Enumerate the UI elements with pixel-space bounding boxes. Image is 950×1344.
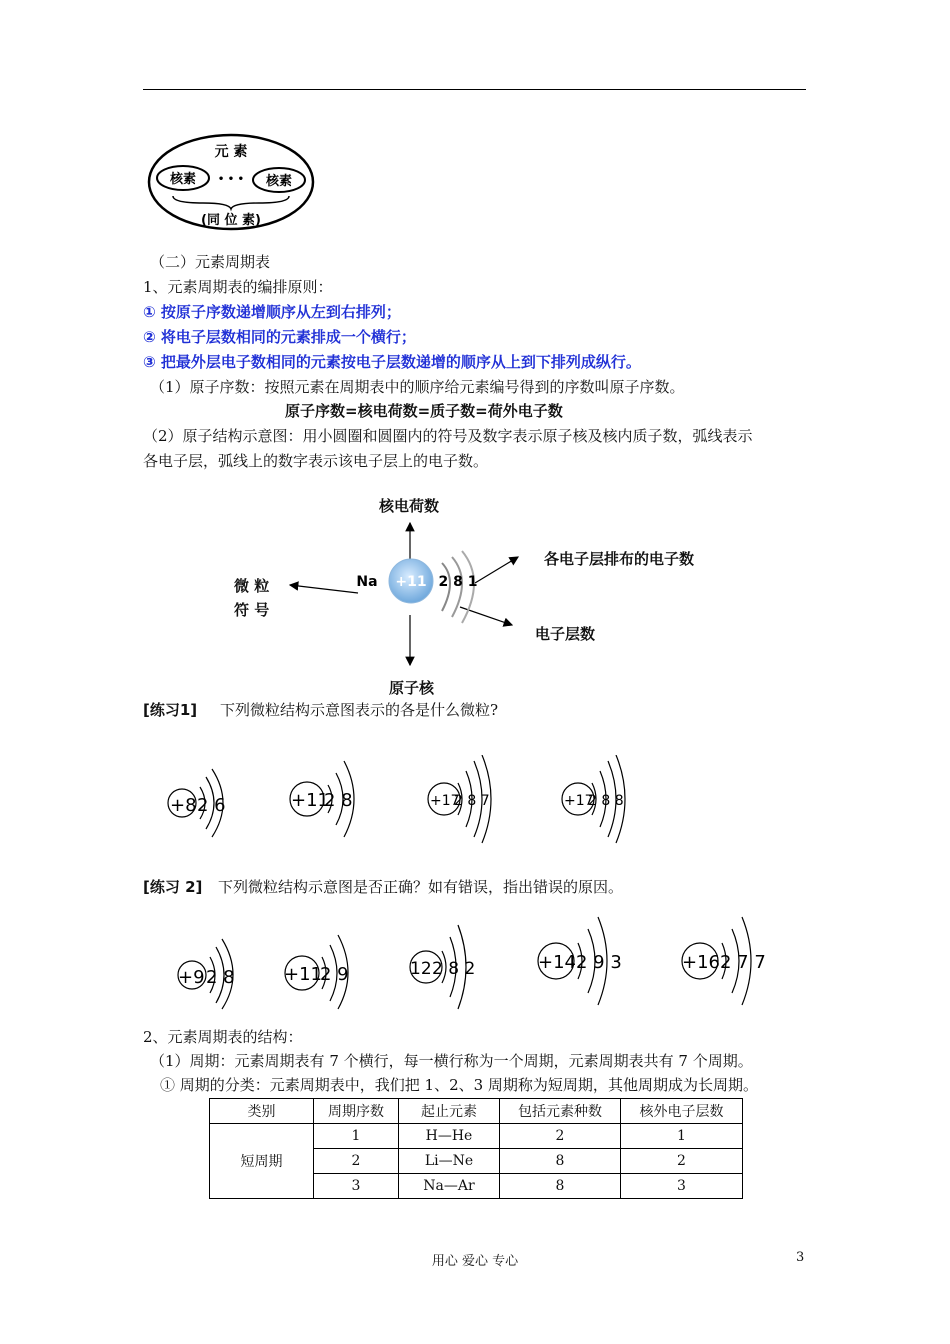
table-cell: 3 (621, 1174, 743, 1199)
exercise2-particle-1 (178, 939, 235, 1009)
exercise2-text: 下列微粒结构示意图是否正确？如有错误，指出错误的原因。 (218, 878, 624, 896)
particle-charge: +14 (538, 952, 576, 973)
table-cell: 1 (621, 1124, 743, 1149)
structure-diagram-text-2: 各电子层，弧线上的数字表示该电子层上的电子数。 (143, 452, 489, 470)
table-cell: 3 (314, 1174, 399, 1199)
page-number: 3 (796, 1250, 805, 1265)
particle-charge: +16 (682, 952, 720, 973)
atomic-number-definition: （1）原子序数：按照元素在周期表中的顺序给元素编号得到的序数叫原子序数。 (150, 378, 685, 396)
table-cell: 2 (621, 1149, 743, 1174)
section-heading: （二）元素周期表 (150, 253, 271, 271)
exercise2-particle-4 (538, 917, 622, 1005)
particle-shells: 2 8 (206, 967, 235, 988)
table-cell: 2 (500, 1124, 621, 1149)
label-electron-layers: 电子层数 (535, 625, 596, 643)
exercise1-diagrams (160, 755, 680, 850)
table-cell: 2 (314, 1149, 399, 1174)
exercise2-particle-5 (682, 917, 766, 1005)
particle-charge: +9 (178, 967, 205, 988)
isotope-diagram (143, 130, 323, 235)
exercise1-particle-1 (168, 769, 226, 837)
table-header: 类别 (210, 1099, 314, 1124)
particle-shells: 2 8 8 (588, 793, 624, 809)
particle-shells: 2 8 7 (454, 793, 490, 809)
particle-shells: 2 8 (324, 790, 353, 811)
atomic-number-formula: 原子序数=核电荷数=质子数=荷外电子数 (285, 402, 563, 420)
footer-motto: 用心 爱心 专心 (431, 1254, 519, 1269)
table-header-row (210, 1099, 743, 1124)
arrow-upright (475, 557, 518, 583)
arrow-left (290, 585, 358, 593)
table-cell: 8 (500, 1149, 621, 1174)
principle-2: ② 将电子层数相同的元素排成一个横行； (143, 328, 416, 346)
principle-1: ① 按原子序数递增顺序从左到右排列； (143, 303, 401, 321)
exercise1-label: [练习1] (143, 701, 198, 719)
exercise1-text: 下列微粒结构示意图表示的各是什么微粒? (220, 701, 499, 719)
period-description: （1）周期：元素周期表有 7 个横行，每一横行称为一个周期，元素周期表共有 7 个周期。 (150, 1052, 753, 1070)
table-cell: 1 (314, 1124, 399, 1149)
nuclide-left-label: 核素 (169, 172, 197, 187)
header-rule (143, 89, 806, 90)
na-shells: 2 8 1 (438, 574, 478, 590)
table-cell: Na—Ar (399, 1174, 500, 1199)
particle-charge: 12 (410, 959, 432, 979)
particle-charge: +17 (430, 793, 460, 809)
particle-shells: 2 9 (320, 964, 349, 985)
principle-3: ③ 把最外层电子数相同的元素按电子层数递增的顺序从上到下排列成纵行。 (143, 353, 641, 371)
structure-diagram-text-1: （2）原子结构示意图：用小圆圈和圆圈内的符号及数字表示原子核及核内质子数，弧线表示 (143, 427, 753, 445)
element-label: 元 素 (214, 144, 248, 160)
exercise2-particle-2 (284, 935, 349, 1009)
brace (173, 196, 289, 209)
na-nucleus-charge: +11 (395, 574, 427, 590)
table-cell: Li—Ne (399, 1149, 500, 1174)
particle-charge: +11 (291, 790, 329, 811)
particle-charge: +11 (284, 964, 322, 985)
table-category: 短周期 (210, 1124, 314, 1199)
table-header: 周期序数 (314, 1099, 399, 1124)
particle-shells: 2 6 (197, 795, 226, 816)
exercise1-particle-3 (428, 755, 491, 843)
label-particle-symbol-2: 符 号 (234, 601, 270, 619)
isotope-label: (同 位 素) (201, 213, 261, 228)
period-table (209, 1098, 743, 1199)
label-nucleus: 原子核 (389, 679, 435, 697)
particle-charge: +8 (170, 795, 197, 816)
table-cell: H—He (399, 1124, 500, 1149)
structure-title: 2、元素周期表的结构： (143, 1028, 303, 1046)
table-header: 起止元素 (399, 1099, 500, 1124)
particle-charge: +17 (564, 793, 594, 809)
exercise2-particle-3 (410, 925, 475, 1009)
label-nuclear-charge: 核电荷数 (379, 497, 440, 515)
table-cell: 8 (500, 1174, 621, 1199)
table-header: 核外电子层数 (621, 1099, 743, 1124)
period-classification: ① 周期的分类：元素周期表中，我们把 1、2、3 周期称为短周期，其他周期成为长周期。 (160, 1076, 758, 1094)
particle-shells: 2 7 7 (720, 952, 766, 973)
table-header: 包括元素种数 (500, 1099, 621, 1124)
ellipsis-label: • • • (217, 174, 245, 185)
table-row (210, 1124, 743, 1149)
exercise2-diagrams (170, 905, 780, 1010)
nuclide-right-label: 核素 (265, 174, 293, 189)
exercise1-particle-2 (290, 761, 354, 837)
principles-title: 1、元素周期表的编排原则： (143, 278, 333, 296)
na-atom-diagram (280, 515, 540, 675)
particle-shells: 2 9 3 (576, 952, 622, 973)
particle-shells: 2 8 2 (432, 959, 476, 979)
label-particle-symbol-1: 微 粒 (234, 577, 270, 595)
na-symbol: Na (356, 574, 378, 590)
exercise2-label: [练习 2] (143, 878, 203, 896)
label-shell-electrons: 各电子层排布的电子数 (544, 550, 695, 568)
exercise1-particle-4 (562, 755, 625, 843)
